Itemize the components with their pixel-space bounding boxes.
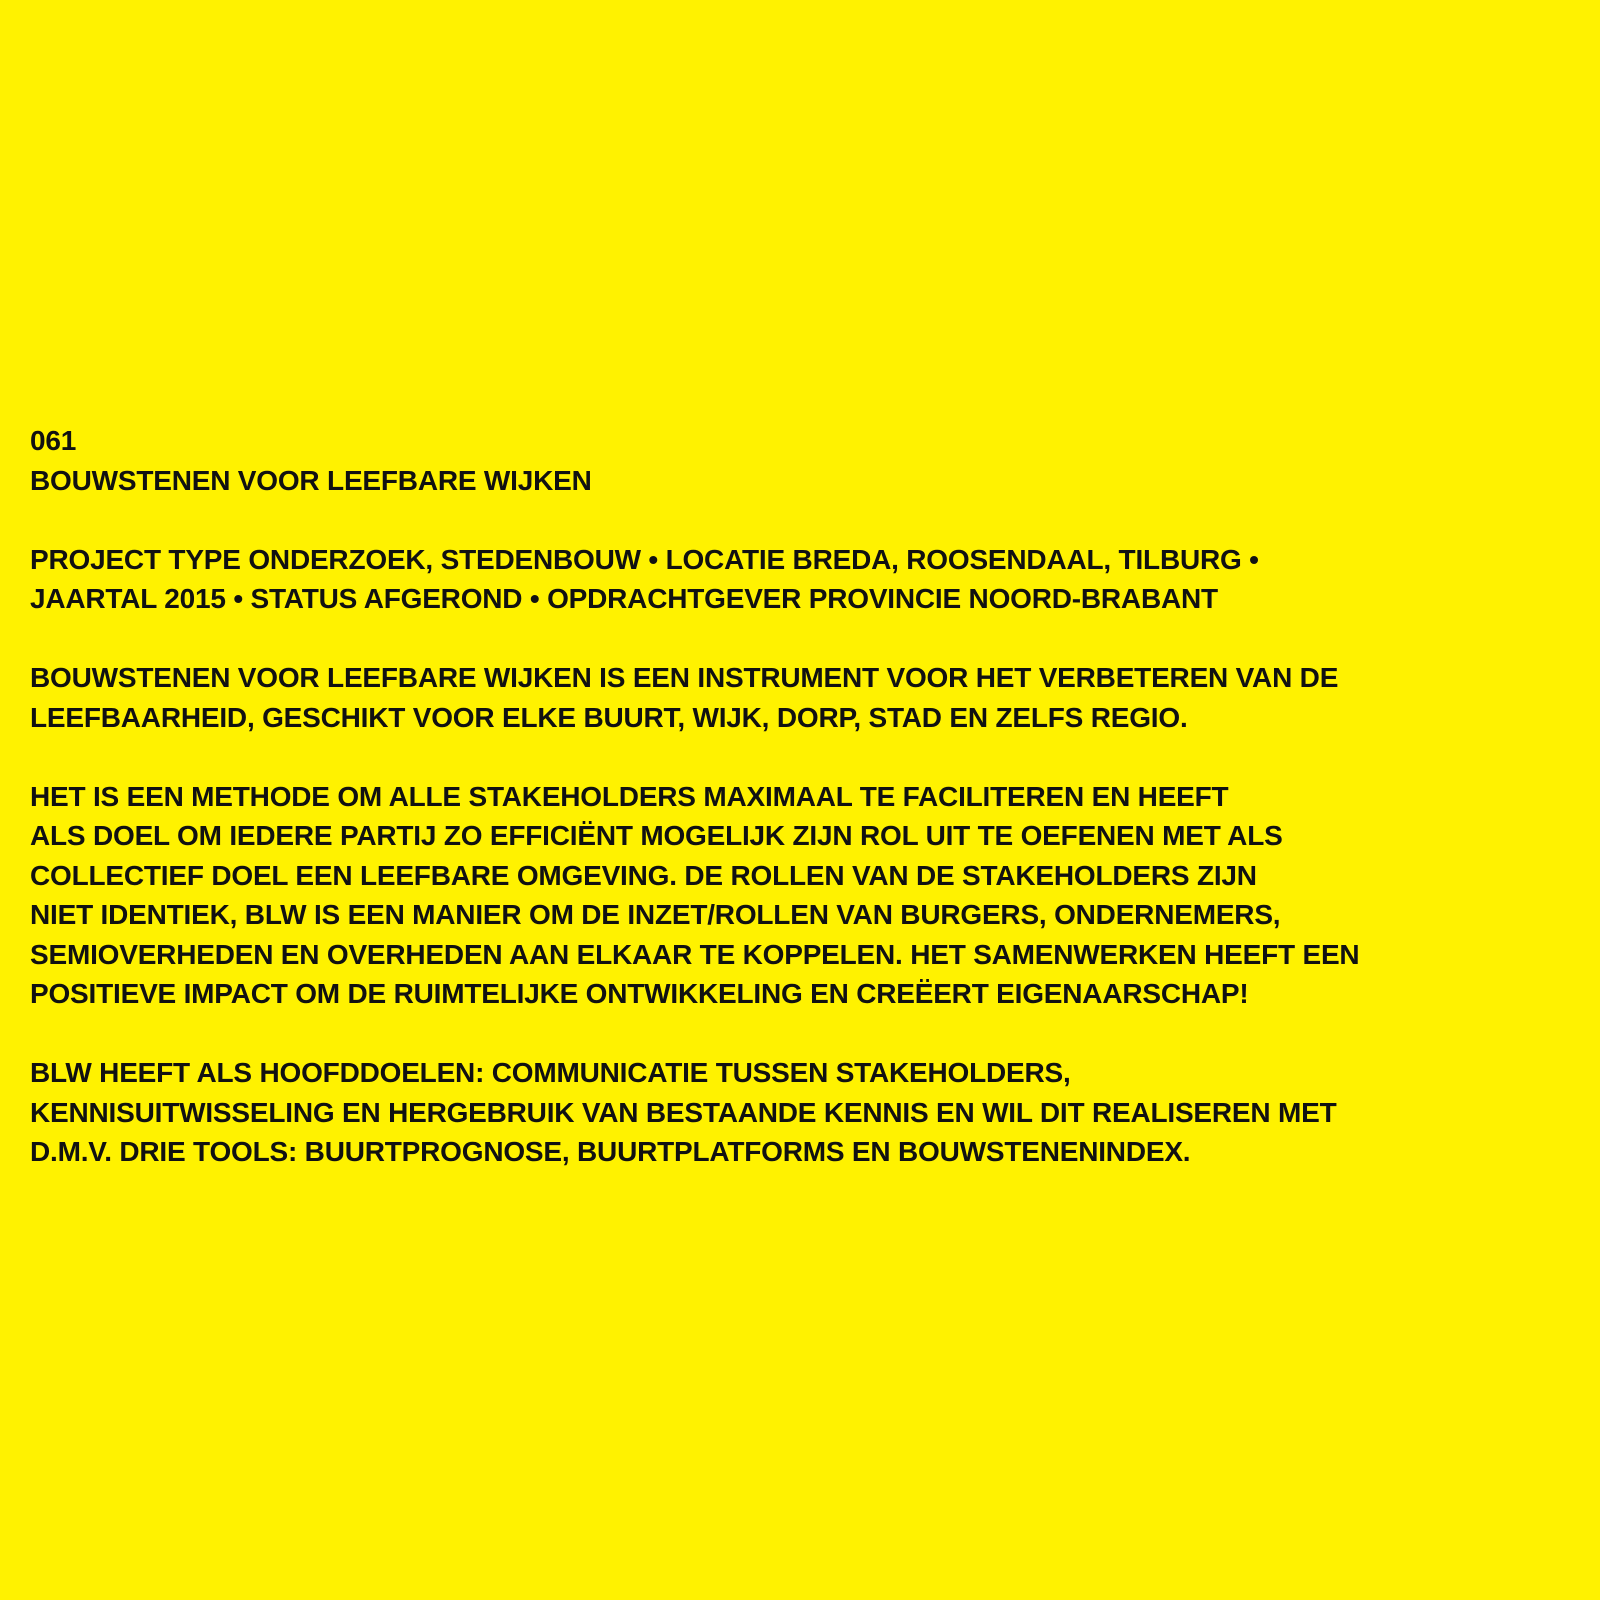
spacer xyxy=(30,737,1580,777)
method-paragraph-line: NIET IDENTIEK, BLW IS EEN MANIER OM DE INZET/ROLLEN VAN BURGERS, ONDERNEMERS, xyxy=(30,899,1281,930)
method-paragraph-line: SEMIOVERHEDEN EN OVERHEDEN AAN ELKAAR TE KOPPELEN. HET SAMENWERKEN HEEFT EEN xyxy=(30,938,1360,970)
spacer xyxy=(30,500,1580,540)
project-text-block xyxy=(30,421,1580,1172)
method-paragraph-line: HET IS EEN METHODE OM ALLE STAKEHOLDERS MAXIMAAL TE FACILITEREN EN HEEFT xyxy=(30,780,1229,812)
method-paragraph-line: POSITIEVE IMPACT OM DE RUIMTELIJKE ONTWIKKELING EN CREËERT EIGENAARSCHAP! xyxy=(30,978,1249,1009)
project-meta-line: PROJECT TYPE ONDERZOEK, STEDENBOUW • LOCATIE BREDA, ROOSENDAAL, TILBURG • xyxy=(30,543,1259,575)
intro-paragraph-line: BOUWSTENEN VOOR LEEFBARE WIJKEN IS EEN INSTRUMENT VOOR HET VERBETEREN VAN DE xyxy=(30,662,1339,693)
goals-paragraph-line: D.M.V. DRIE TOOLS: BUURTPROGNOSE, BUURTPLATFORMS EN BOUWSTENENINDEX. xyxy=(30,1136,1191,1167)
project-title: BOUWSTENEN VOOR LEEFBARE WIJKEN xyxy=(30,464,592,496)
goals-paragraph-line: KENNISUITWISSELING EN HERGEBRUIK VAN BESTAANDE KENNIS EN WIL DIT REALISEREN MET xyxy=(30,1096,1337,1128)
spacer xyxy=(30,619,1580,659)
project-number: 061 xyxy=(30,425,77,456)
goals-paragraph-line: BLW HEEFT ALS HOOFDDOELEN: COMMUNICATIE TUSSEN STAKEHOLDERS, xyxy=(30,1057,1071,1088)
spacer xyxy=(30,1014,1580,1054)
intro-paragraph-line: LEEFBAARHEID, GESCHIKT VOOR ELKE BUURT, WIJK, DORP, STAD EN ZELFS REGIO. xyxy=(30,701,1188,733)
method-paragraph-line: COLLECTIEF DOEL EEN LEEFBARE OMGEVING. DE ROLLEN VAN DE STAKEHOLDERS ZIJN xyxy=(30,859,1257,891)
method-paragraph-line: ALS DOEL OM IEDERE PARTIJ ZO EFFICIËNT MOGELIJK ZIJN ROL UIT TE OEFENEN MET ALS xyxy=(30,820,1283,851)
project-meta-line: JAARTAL 2015 • STATUS AFGEROND • OPDRACHTGEVER PROVINCIE NOORD-BRABANT xyxy=(30,583,1218,614)
